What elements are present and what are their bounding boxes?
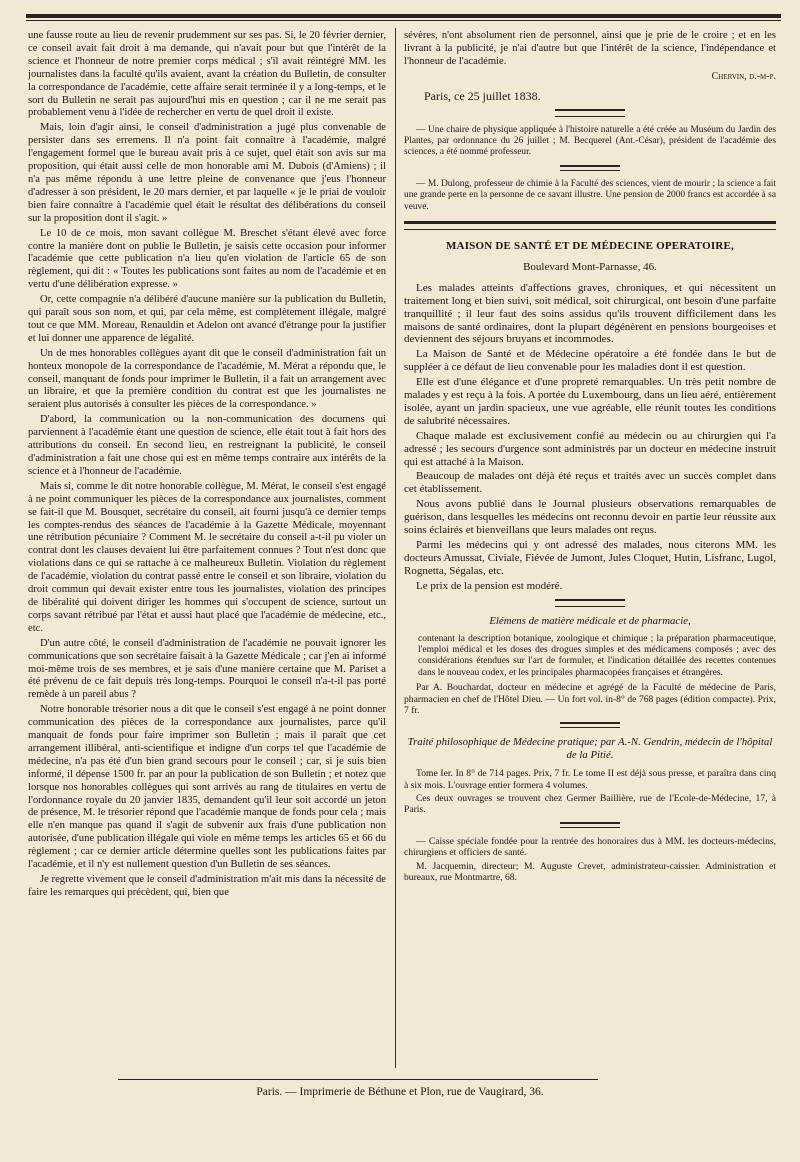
top-rule	[26, 14, 781, 18]
column-divider	[395, 28, 396, 1068]
left-paragraph: Mais, loin d'agir ainsi, le conseil d'administration a jugé plus convenable de persister dans ses erremens. Il n'a point fait connaître à l'académie, malgré l'engagement formel que le bureau avait pris à ce sujet, quel était son avis sur ma proposition, qui était aussi celle de mon honorable ami M. Dubois (d'Amiens) ; il n'a pas même répondu à une lettre pleine de convenance que j'eus l'honneur d'adresser à son président, le 20 mars dernier, et par laquelle « je le priai de vouloir bien faire connaître à l'académie quel était le résultat des délibérations du conseil sur la proposition dont il s'agit. »	[28, 122, 386, 224]
left-paragraph: Je regrette vivement que le conseil d'administration m'ait mis dans la nécessité de faire les remarques qui précèdent, qui, bien que	[28, 874, 386, 898]
ornament-rule	[555, 109, 625, 117]
left-paragraph: Mais si, comme le dit notre honorable collègue, M. Mérat, le conseil s'est engagé à ne point communiquer les pièces de la correspondance aux journalistes, comment se fait-il que M. Bousquet, secrétaire du conseil, ait fourni jusqu'à ce dernier temps les comptes-rendus des séances de l'académie à la Gazette Médicale, moyennant une rétribution pécuniaire ? Comment M. le secrétaire du conseil a-t-il pu violer un contrat dont les clauses devaient lui être parfaitement connues ? Tout n'est donc que violations dans ce qui se rattache à ce malheureux Bulletin. Violation du règlement de l'académie, violation du contrat passé entre le conseil et son libraire, violation du droit commun qui devait exister entre tous les journalistes, violation des principes de libéralité qui doivent diriger les hommes qui s'occupent de science, surtout un corps savant rétribué par l'état et aussi haut placé que l'académie de médecine, etc., etc.	[28, 480, 386, 634]
book2-title: Traité philosophique de Médecine pratique; par A.-N. Gendrin, médecin de l'hôpital de la Pitié.	[407, 736, 773, 762]
book2-sale: Ces deux ouvrages se trouvent chez Germer Baillière, rue de l'Ecole-de-Médecine, 17, à Paris.	[404, 793, 776, 816]
ad-paragraph: Parmi les médecins qui y ont adressé des malades, nous citerons MM. les docteurs Amussat, Civiale, Fiévée de Jumont, Jules Cloquet, Hutin, Lisfranc, Lugol, Rognetta, Ségalas, etc.	[404, 539, 776, 577]
ornament-rule	[560, 822, 620, 828]
footer-rule	[118, 1079, 598, 1080]
letter-conclusion: sévères, n'ont absolument rien de personnel, ainsi que je prie de le croire ; et en les livrant à la publicité, je n'ai d'autre but que l'intérêt de la science, l'indépendance et l'honneur de l'académie.	[404, 30, 776, 67]
note-chaire: — Une chaire de physique appliquée à l'histoire naturelle a été créée au Muséum du Jardin des Plantes, par ordonnance du 26 juillet ; M. Becquerel (Ant.-César), président de l'académie des sciences, a été nommé professeur.	[404, 124, 776, 158]
book1-author: Par A. Bouchardat, docteur en médecine et agrégé de la Faculté de médecine de Paris, pharmacien en chef de l'Hôtel Dieu. — Un fort vol. in-8° de 768 pages (édition compacte). Prix, 7 fr.	[404, 682, 776, 716]
ad-paragraph: Les malades atteints d'affections graves, chroniques, et qui nécessitent un traitement long et bien suivi, soit médical, soit chirurgical, ont besoin d'une parfaite tranquillité ; il leur faut des soins assidus qu'ils trouvent difficilement dans les maisons de santé ordinaires, dont la plupart dégénèrent en pensions bourgeoises et deviennent des séjours bruyans et incommodes.	[404, 281, 776, 346]
left-paragraph: Un de mes honorables collègues ayant dit que le conseil d'administration fait un honteux monopole de la correspondance de l'académie, M. Mérat a répondu que, le conseil, manquant de fonds pour imprimer le Bulletin, il a fait un arrangement avec un libraire, et que la première condition du contrat est que les journalistes ne seraient plus autorisés à consulter les pièces de la correspondance. »	[28, 347, 386, 411]
section-rule	[404, 221, 776, 230]
ornament-rule	[560, 722, 620, 728]
left-paragraph: D'un autre côté, le conseil d'administration de l'académie ne pouvait ignorer les communications que son secrétaire faisait à la Gazette Médicale ; car j'en ai informé moi-même trois de ses membres, et je sais d'une manière certaine que M. Pariset a été prévenu de ce fait depuis très long-temps. Pourquoi le conseil n'a-t-il pas porté remède à un pareil abus ?	[28, 637, 386, 701]
left-paragraph: D'abord, la communication ou la non-communication des documens qui parviennent à l'académie étant une question de science, elle était tout à fait hors des attributions du conseil. En second lieu, en restreignant la publicité, le conseil d'administration a fait une chose qui est en même temps contraire aux intérêts de la science et à l'honneur de l'académie.	[28, 414, 386, 477]
ad-paragraph: Chaque malade est exclusivement confié au médecin ou au chirurgien qui l'a adressé ; les secours d'urgence sont administrés par un docteur en médecine instruit qui est attaché à la Maison.	[404, 429, 776, 468]
ad-title: MAISON DE SANTÉ ET DE MÉDECINE OPERATOIRE,	[445, 239, 735, 252]
book1-title: Elémens de matière médicale et de pharmacie,	[489, 614, 691, 627]
ornament-rule	[560, 165, 620, 171]
left-paragraph: Notre honorable trésorier nous a dit que le conseil s'est engagé à ne point donner communication des pièces de la correspondance aux journalistes, parce qu'il manquait de fonds pour faire imprimer son Bulletin ; mais il paraît que cet arrangement illibéral, anti-scientifique et indigne d'un corps tel que l'académie de médecine, n'a pas été d'un bien grand secours pour le conseil ; car, si je suis bien informé, il dépense 1500 fr. par an pour la publication de son Bulletin ; et notez que lorsque nos honorables collègues qui sont arrivés au rang de titulaires en vertu de l'ordonnance royale du 20 janvier 1835, demandent qu'il leur soit accordé un jeton de présence, M. le trésorier répond que l'académie manque de fonds pour cela ; mais elle n'en manque pas quand il s'agit de subvenir aux frais d'une publication non autorisée, d'une publication illégale qui viole en même temps les articles 65 et 66 du règlement ; car ce dernier article détermine quelles sont les publications faites par l'académie, et il n'y est nullement question d'un Bulletin de ses séances.	[28, 704, 386, 871]
left-paragraph: une fausse route au lieu de revenir prudemment sur ses pas. Si, le 20 février dernier, ce conseil avait fait droit à ma demande, qui n'avait pour but que l'intérêt de la science et l'honneur de notre premier corps médical ; s'il avait réintégré MM. les journalistes dans la faculté qu'ils avaient, avant la création du Bulletin, de consulter la correspondance de l'académie, cette affaire serait terminée il y a long-temps, et le sort du Bulletin ne serait pas aujourd'hui mis en question ; car il ne me serait pas probablement venu à l'idée de rechercher en vertu de quel droit il existe.	[28, 30, 386, 119]
ornament-rule	[555, 599, 625, 607]
dateline: Paris, ce 25 juillet 1838.	[424, 88, 541, 103]
ad-paragraph: Le prix de la pension est modéré.	[416, 579, 563, 592]
book2-tome: Tome Ier. In 8° de 714 pages. Prix, 7 fr. Le tome II est déjà sous presse, et paraîtra dans cinq à six mois. L'ouvrage entier formera 4 volumes.	[404, 768, 776, 791]
imprint-footer: Paris. — Imprimerie de Béthune et Plon, rue de Vaugirard, 36.	[256, 1086, 544, 1098]
ad-paragraph: La Maison de Santé et de Médecine opératoire a été fondée dans le but de suppléer à ce défaut de lieu convenable pour les maladies dont il est question.	[404, 348, 776, 374]
signature: Chervin, d.-m-p.	[711, 70, 776, 82]
caisse-notice: — Caisse spéciale fondée pour la rentrée des honoraires dus à MM. les docteurs-médecins, chirurgiens et officiers de santé.	[404, 835, 776, 859]
note-dulong: — M. Dulong, professeur de chimie à la Faculté des sciences, vient de mourir ; la science a fait une grande perte en la personne de ce savant illustre. Une pension de 2000 francs est accordée à sa veuve.	[404, 178, 776, 212]
ad-address: Boulevard Mont-Parnasse, 46.	[523, 260, 657, 273]
top-rule-thin	[26, 20, 781, 21]
ad-paragraph: Beaucoup de malades ont déjà été reçus et traités avec un succès complet dans cet établissement.	[404, 470, 776, 496]
jacquemin-notice: M. Jacquemin, directeur; M. Auguste Crevet, administrateur-caissier. Administration et bureaux, rue Montmartre, 68.	[404, 860, 776, 884]
advertisement-maison-de-sante	[404, 240, 776, 593]
left-paragraph: Le 10 de ce mois, mon savant collègue M. Breschet s'étant élevé avec force contre la manière dont on publie le Bulletin, je saisis cette occasion pour informer l'académie que cette publication n'a lieu qu'en violation de l'article 65 de son règlement, qui dit : « Toutes les publications sont faites au nom de l'académie et en vertu d'une délibération expresse. »	[28, 227, 386, 291]
book1-description: contenant la description botanique, zoologique et chimique ; la préparation pharmaceutique, l'emploi médical et les doses des drogues simples et des médicamens composés ; avec des considérations étendues sur l'art de formuler, et l'indication détaillée des recettes contenues dans le nouveau codex, et les principales pharmacopées françaises et étrangères.	[418, 633, 776, 678]
left-column	[28, 30, 386, 1070]
ad-paragraph: Elle est d'une élégance et d'une propreté remarquables. Un très petit nombre de malades y est reçu à la fois. A portée du Luxembourg, dans un lieu aéré, entièrement isolée, ayant un jardin spacieux, une vue agréable, elle réunit toutes les conditions de salubrité nécessaires.	[404, 376, 776, 427]
left-paragraph: Or, cette compagnie n'a délibéré d'aucune manière sur la publication du Bulletin, qui paraît sous son nom, et qui, par cela même, est complètement illégale, malgré tout ce que MM. Moreau, Renauldin et Adelon ont avancé d'étrange pour la justifier et lui donner une apparence de légalité.	[28, 294, 386, 344]
ad-paragraph: Nous avons publié dans le Journal plusieurs observations remarquables de guérison, dans lesquelles les médecins ont reconnu devoir en partie leur réussite aux soins éclairés et bienveillans que leurs malades ont reçus.	[404, 498, 776, 537]
right-column	[404, 30, 776, 1070]
